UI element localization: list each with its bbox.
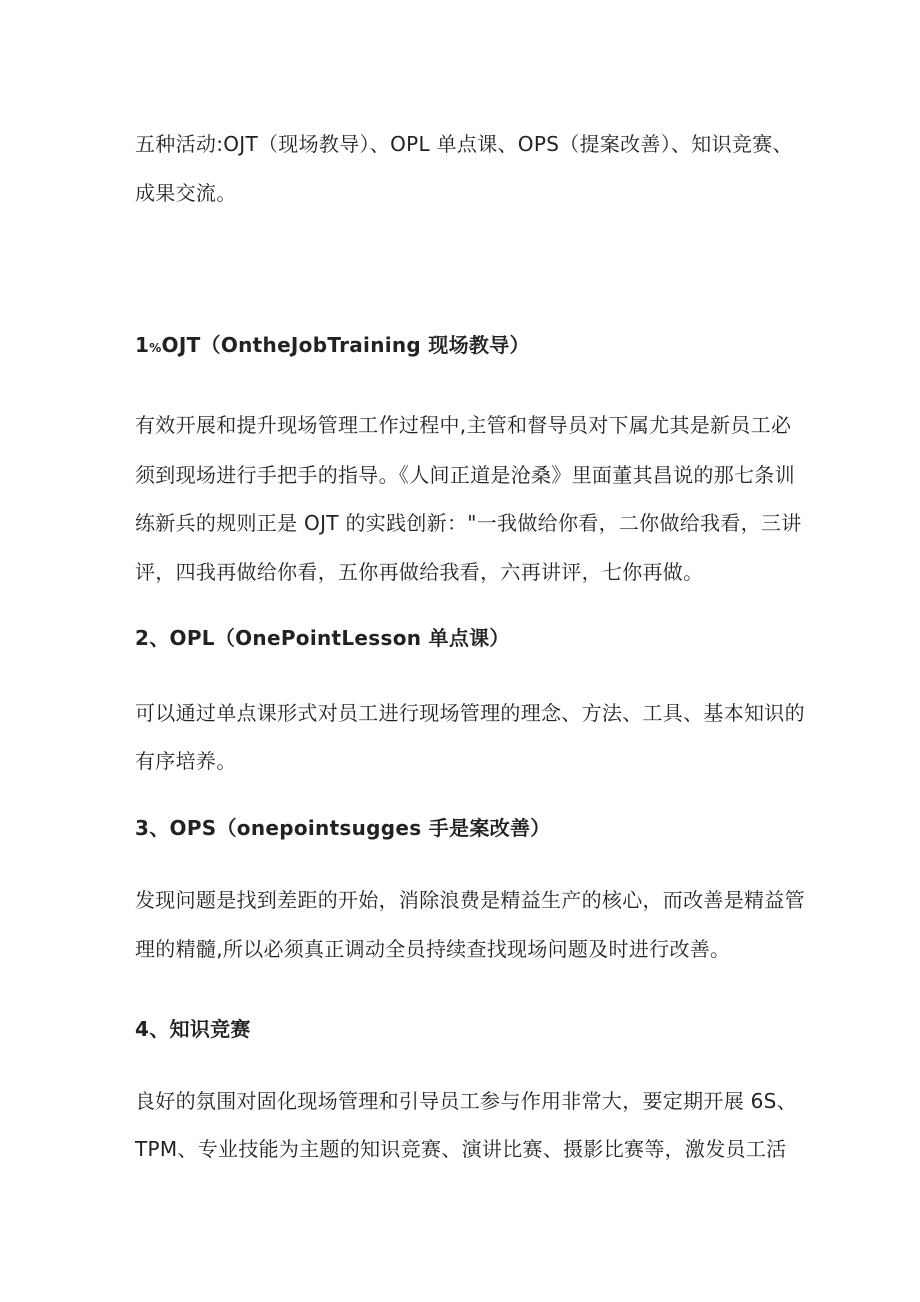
intro-line-1: 五种活动:OJT（现场教导）、OPL 单点课、OPS（提案改善）、知识竞赛、 xyxy=(135,132,793,156)
section-1-line-3: 练新兵的规则正是 OJT 的实践创新："一我做给你看，二你做给我看，三讲 xyxy=(135,511,802,535)
section-1-title: OJT（OntheJobTraining 现场教导） xyxy=(161,333,530,357)
section-2-heading: 2、OPL（OnePointLesson 单点课） xyxy=(135,626,510,650)
section-1-number: 1 xyxy=(135,333,150,357)
section-4-line-1: 良好的氛围对固化现场管理和引导员工参与作用非常大，要定期开展 6S、 xyxy=(135,1089,797,1113)
section-2-line-1: 可以通过单点课形式对员工进行现场管理的理念、方法、工具、基本知识的 xyxy=(135,701,805,725)
section-1-line-2: 须到现场进行手把手的指导。《人间正道是沧桑》里面董其昌说的那七条训 xyxy=(135,463,795,487)
section-2-line-2: 有序培养。 xyxy=(135,749,237,773)
section-4-heading: 4、知识竞赛 xyxy=(135,1017,251,1041)
section-3-heading: 3、OPS（onepointsugges 手是案改善） xyxy=(135,816,551,840)
section-4-line-2: TPM、专业技能为主题的知识竞赛、演讲比赛、摄影比赛等，激发员工活 xyxy=(135,1137,787,1161)
section-3-line-2: 理的精髓,所以必须真正调动全员持续查找现场问题及时进行改善。 xyxy=(135,937,731,961)
section-1-separator: % xyxy=(149,341,162,355)
intro-line-2: 成果交流。 xyxy=(135,181,237,205)
section-1-heading xyxy=(135,332,825,361)
section-1-line-4: 评，四我再做给你看，五你再做给我看，六再讲评，七你再做。 xyxy=(135,560,704,584)
section-3-line-1: 发现问题是找到差距的开始，消除浪费是精益生产的核心，而改善是精益管 xyxy=(135,888,805,912)
section-1-line-1: 有效开展和提升现场管理工作过程中,主管和督导员对下属尤其是新员工必 xyxy=(135,413,792,437)
